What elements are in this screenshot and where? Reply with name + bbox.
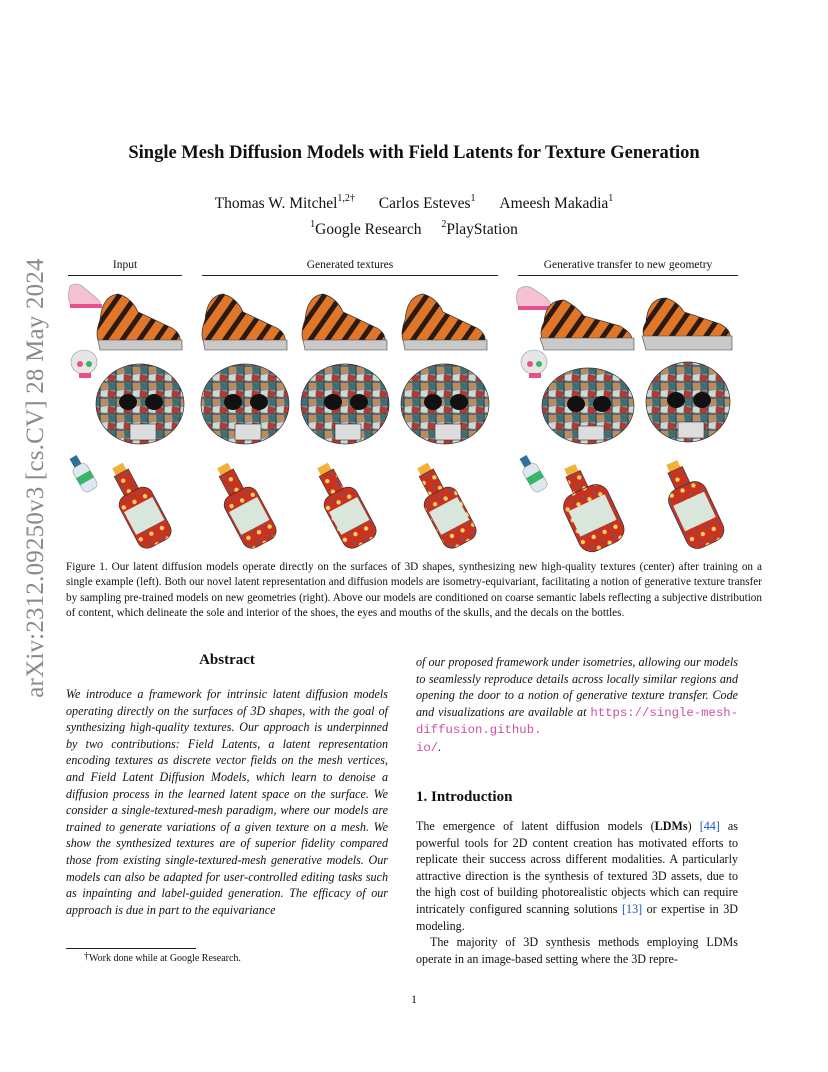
affiliation-2: $^2$PlayStation [441,219,518,238]
shoe-transfer-1 [540,300,634,350]
figure-col-transfer-label: Generative transfer to new geometry [543,259,713,271]
bottle-generated-1 [207,457,280,552]
project-url-link[interactable]: https://single-mesh-diffusion.github. io/ [416,705,738,755]
bottle-generated-2 [307,457,380,552]
skull-transfer-thumb [521,350,547,378]
bottle-input-thumb [66,453,99,494]
figure-1-illustration [60,278,760,560]
figure-col-input-rule [68,275,182,276]
bottle-transfer-1 [548,456,629,556]
affiliation-list [60,221,768,239]
figure-col-generated-label: Generated textures [306,259,394,271]
shoe-transfer-thumb [516,286,552,310]
skull-input-thumb [71,350,97,378]
page-number: 1 [411,992,417,1006]
footnote-rule [66,948,196,949]
abstract-heading: Abstract [199,652,255,668]
skull-transfer-2 [646,362,730,442]
author-3: Ameesh Makadia$^1$ [499,193,614,212]
shoe-generated-1 [202,294,287,350]
introduction-heading: 1. Introduction [416,789,513,805]
author-list [60,195,768,213]
shoe-input-large [97,294,182,350]
introduction-paragraph-2: The majority of 3D synthesis methods employing LDMs operate in an image-based setting where the 3D repre- [416,935,738,966]
skull-generated-2 [301,364,389,444]
paper-title: Single Mesh Diffusion Models with Field Latents for Texture Generation [128,143,700,163]
abstract-text-right-body: of our proposed framework under isometries, allowing our models to seamlessly reproduce details across locally similar regions and opening the door to a notion of generative texture transfer. Code and visualizations are available at [416,655,738,719]
figure-col-input-label: Input [112,259,138,271]
citation-44-link[interactable]: [44] [699,819,720,833]
figure-col-transfer-rule [518,275,738,276]
shoe-input-thumb [68,284,102,308]
shoe-transfer-2 [642,298,732,350]
arxiv-stamp-text: arXiv:2312.09250v3 [cs.CV] 28 May 2024 [22,258,49,698]
skull-transfer-1 [542,368,634,444]
citation-13-link[interactable]: [13] [622,901,643,916]
author-2: Carlos Esteves$^1$ [378,193,476,212]
footnote: †Work done while at Google Research. [84,951,241,964]
affiliation-1: $^1$Google Research [310,219,422,238]
skull-generated-3 [401,364,489,444]
skull-generated-1 [201,364,289,444]
introduction-body [416,818,738,967]
abstract-text-left: We introduce a framework for intrinsic latent diffusion models operating directly on the surfaces of 3D shapes, with the goal of synthesizing high-quality textures. Our approach is underpinned by two contributions: Field Latents, a latent representation encoding textures as discrete vector fields on the mesh vertices, and Field Latent Diffusion Models, which learn to denoise a diffusion process in the learned latent space on the surface. We consider a single-textured-mesh paradigm, where our models are trained to generate variations of a given texture on a mesh. We show the synthesized textures are of superior fidelity compared those from existing single-textured-mesh generative models. Our models can also be adapted for user-controlled editing tasks such as inpainting and label-guided generation. The efficacy of our approach is due in part to the equivariance [66,687,388,917]
figure-1-caption: Figure 1. Our latent diffusion models operate directly on the surfaces of 3D shapes, synthesizing new high-quality textures (center) after training on a single example (left). Both our novel latent representation and diffusion models are isometry-equivariant, facilitating a notion of generative texture transfer by sampling pre-trained models on new geometries (right). Above our models are conditioned on coarse semantic labels reflecting a subjective distribution of content, which delineate the sole and interior of the shoes, the eyes and mouths of the skulls, and the decals on the bottles. [66,561,762,619]
skull-input-large [96,364,184,444]
shoe-generated-2 [302,294,387,350]
shoe-generated-3 [402,294,487,350]
bottle-transfer-thumb [516,453,549,494]
bottle-generated-3 [407,457,480,552]
bottle-input-large [102,457,175,552]
introduction-paragraph-1: The emergence of latent diffusion models (LDMs) [44] as powerful tools for 2D content creation has motivated efforts to replicate their success across different modalities. A particularly attractive direction is the synthesis of textured 3D assets, due to the high cost of building photorealistic objects which can require intricately configured scanning solutions [13] or expertise in 3D modeling. [416,819,738,933]
author-1: Thomas W. Mitchel$^{1,2\dagger}$ [214,193,355,212]
abstract-text-right: of our proposed framework under isometries, allowing our models to seamlessly reproduce details across locally similar regions and opening the door to a notion of generative texture transfer. Code and visualizations are available at https://single-mesh-diffusion.github. io/. [416,655,738,755]
figure-col-generated-rule [202,275,498,276]
bottle-transfer-2 [654,454,728,552]
